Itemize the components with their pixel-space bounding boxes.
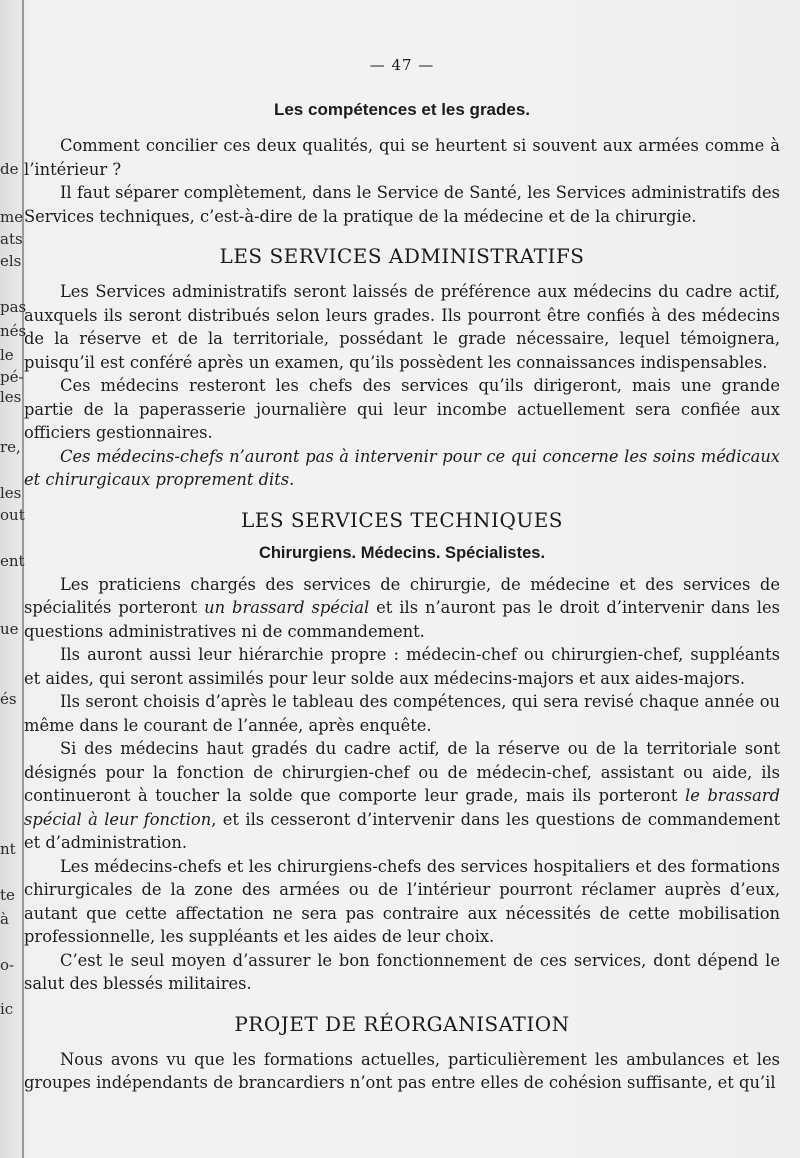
page-content (24, 56, 780, 1095)
margin-fragment: te (0, 886, 15, 904)
italic-paragraph: Ces médecins-chefs n’auront pas à intervenir pour ce qui concerne les soins médicaux et chirurgicaux proprement dits. (24, 446, 780, 489)
margin-fragment: ue (0, 620, 19, 638)
text-run: , et ils cesseront d’intervenir dans les questions de commandement et d’administration. (24, 809, 780, 852)
text-run: Les praticiens chargés des services de chirurgie, de médecine et des services de spécialités porteront (24, 574, 780, 617)
margin-fragment: à (0, 910, 9, 928)
paragraph: Ils auront aussi leur hiérarchie propre : médecin-chef ou chirurgien-chef, suppléants et aides, qui seront assimilés pour leur solde aux médecins-majors et aux aides-majors. (24, 645, 780, 688)
text-run: Si des médecins haut gradés du cadre actif, de la réserve ou de la territoriale sont désignés pour la fonction de chirurgien-chef ou de médecin-chef, assistant ou aide, ils continueront à toucher la solde que comporte leur grade, mais ils porteront (24, 739, 780, 805)
section-heading-administratifs: LES SERVICES ADMINISTRATIFS (219, 244, 585, 268)
page-number: — 47 — (369, 56, 435, 74)
margin-fragment: out (0, 506, 25, 524)
margin-fragment: re, (0, 438, 21, 456)
paragraph (24, 737, 780, 855)
paragraph: Comment concilier ces deux qualités, qui se heurtent si souvent aux armées comme à l’intérieur ? (24, 136, 780, 179)
margin-fragment: ats (0, 230, 23, 248)
margin-fragment: els (0, 252, 22, 270)
section-title-competences: Les compétences et les grades. (273, 100, 531, 119)
section-heading-reorganisation: PROJET DE RÉORGANISATION (234, 1011, 570, 1036)
margin-fragment: ent (0, 552, 25, 570)
margin-fragment: pas (0, 298, 27, 316)
emphasis: le brassard spécial à leur fonction (24, 786, 780, 829)
paragraph: Ces médecins resteront les chefs des services qu’ils dirigeront, mais une grande partie de la paperasserie journalière qui leur incombe actuellement sera confiée aux officiers gestionnaires. (24, 376, 780, 442)
margin-fragment: de (0, 160, 19, 178)
margin-fragment: nt (0, 840, 16, 858)
margin-fragment: les (0, 484, 22, 502)
paragraph: Les Services administratifs seront laissés de préférence aux médecins du cadre actif, auxquels ils seront distribués selon leurs grades. Ils pourront être confiés à des médecins de la réserve et de la territoriale, possédant le grade nécessaire, lequel témoignera, puisqu’il est conféré après un examen, qu’ils possèdent les connaissances indispensables. (24, 282, 780, 372)
margin-fragment: les (0, 388, 22, 406)
emphasis: un brassard spécial (204, 598, 370, 617)
subheading-specialties: Chirurgiens. Médecins. Spécialistes. (258, 543, 546, 562)
paragraph (24, 573, 780, 644)
paragraph: C’est le seul moyen d’assurer le bon fonctionnement de ces services, dont dépend le salut des blessés militaires. (24, 950, 780, 993)
paragraph: Nous avons vu que les formations actuelles, particulièrement les ambulances et les groupes indépendants de brancardiers n’ont pas entre elles de cohésion suffisante, et qu’il (24, 1049, 780, 1092)
margin-fragment: o- (0, 956, 15, 974)
paragraph: Ils seront choisis d’après le tableau des compétences, qui sera revisé chaque année ou même dans le courant de l’année, après enquête. (24, 692, 780, 735)
margin-fragment: és (0, 690, 17, 708)
margin-fragment: pé- (0, 368, 24, 386)
margin-fragment: le (0, 346, 14, 364)
margin-fragment: ic (0, 1000, 14, 1018)
paragraph: Il faut séparer complètement, dans le Service de Santé, les Services administratifs des Services techniques, c’est-à-dire de la pratique de la médecine et de la chirurgie. (24, 183, 780, 226)
margin-fragment: nés (0, 322, 27, 340)
paragraph: Les médecins-chefs et les chirurgiens-chefs des services hospitaliers et des formations chirurgicales de la zone des armées ou de l’intérieur pourront réclamer auprès d’eux, autant que cette affectation ne sera pas contraire aux nécessités de cette mobilisation professionnelle, les suppléants et les aides de leur choix. (24, 856, 780, 946)
margin-fragment: me (0, 208, 24, 226)
text-run: et ils n’auront pas le droit d’intervenir dans les questions administratives ni de commandement. (24, 598, 781, 641)
section-heading-techniques: LES SERVICES TECHNIQUES (240, 507, 564, 532)
